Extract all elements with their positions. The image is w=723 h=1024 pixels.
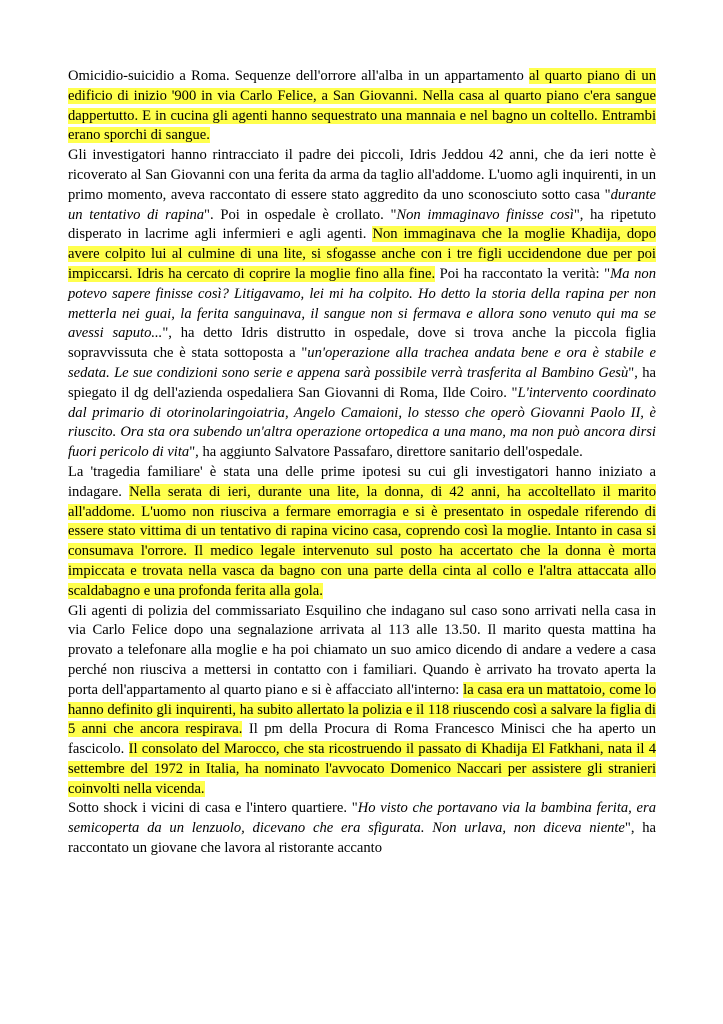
- body-text: Sotto shock i vicini di casa e l'intero quartiere. ": [68, 800, 358, 817]
- paragraph: [68, 799, 656, 858]
- body-text: Omicidio-suicidio a Roma. Sequenze dell'orrore all'alba in un appartamento: [68, 68, 529, 84]
- paragraph: [68, 602, 656, 800]
- quoted-text: durante un tentativo di rapina: [68, 186, 656, 223]
- body-text: ", ha ripetuto disperato in lacrime agli infermieri e agli agenti.: [68, 206, 656, 243]
- body-text: ". Poi in ospedale è crollato. ": [204, 206, 397, 223]
- body-text: La 'tragedia familiare' è stata una delle prime ipotesi su cui gli investigatori hanno iniziato a indagare.: [68, 463, 656, 500]
- highlighted-text: la casa era un mattatoio, come lo hanno definito gli inquirenti, ha subito allertato la polizia e il 118 riuscendo così a salvare la figlia di 5 anni che ancora respirava.: [68, 681, 656, 738]
- article-body: [68, 67, 656, 859]
- body-text: ", ha aggiunto Salvatore Passafaro, direttore sanitario dell'ospedale.: [189, 444, 583, 461]
- body-text: ", ha detto Idris distrutto in ospedale, dove si trova anche la piccola figlia sopravvissuta che è stata sottoposta a ": [68, 325, 656, 362]
- paragraph: [68, 67, 656, 146]
- quoted-text: Non immaginavo finisse così: [396, 206, 574, 223]
- highlighted-text: Non immaginava che la moglie Khadija, dopo avere colpito lui al culmine di una lite, si sfogasse anche con i tre figli uccidendone due per poi impiccarsi. Idris ha cercato di coprire la moglie fino alla fine.: [68, 226, 657, 282]
- body-text: Il pm della Procura di Roma Francesco Minisci che ha aperto un fascicolo.: [68, 721, 656, 758]
- highlighted-text: Nella serata di ieri, durante una lite, la donna, di 42 anni, ha accoltellato il marito all'addome. L'uomo non riusciva a fermare emorragia e si è presentato in ospedale riferendo di essere stato vittima di un tentativo di rapina vicino casa, coprendo così la moglie. Intanto in casa si consumava l'orrore. Il medico legale intervenuto sul posto ha accertato che la donna è morta impiccata e trovata nella vasca da bagno con una parte della cinta al collo e l'altra attaccata allo scaldabagno e una profonda ferita alla gola.: [68, 483, 656, 599]
- highlighted-text: al quarto piano di un edificio di inizio '900 in via Carlo Felice, a San Giovanni. Nella casa al quarto piano c'era sangue dappertutto. E in cucina gli agenti hanno sequestrato una mannaia e nel bagno un coltello. Entrambi erano sporchi di sangue.: [68, 68, 657, 144]
- body-text: ", ha spiegato il dg dell'azienda ospedaliera San Giovanni di Roma, Ilde Coiro. ": [68, 364, 656, 401]
- quoted-text: Ho visto che portavano via la bambina ferita, era semicoperta da un lenzuolo, dicevano che era sfigurata. Non urlava, non diceva niente: [68, 800, 656, 837]
- highlighted-text: Il consolato del Marocco, che sta ricostruendo il passato di Khadija El Fatkhani, nata il 4 settembre del 1972 in Italia, ha nominato l'avvocato Domenico Naccari per assistere gli stranieri coinvolti nella vicenda.: [68, 741, 656, 797]
- body-text: Gli investigatori hanno rintracciato il padre dei piccoli, Idris Jeddou 42 anni, che da ieri notte è ricoverato al San Giovanni con una ferita da arma da taglio all'addome. L'uomo agli inquirenti, in un primo momento, aveva raccontato di essere stato aggredito da uno sconosciuto sotto casa ": [68, 147, 656, 203]
- quoted-text: L'intervento coordinato dal primario di otorinolaringoiatria, Angelo Camaioni, lo stesso che operò Giovanni Paolo II, è riuscito. Ora sta ora subendo un'altra operazione ortopedica a una mano, ma non può ancora dirsi fuori pericolo di vita: [68, 384, 656, 461]
- body-text: Gli agenti di polizia del commissariato Esquilino che indagano sul caso sono arrivati nella casa in via Carlo Felice dopo una segnalazione arrivata al 113 alle 13.50. Il marito questa mattina ha provato a telefonare alla moglie e ha poi chiamato un suo amico dicendo di andare a vedere a casa perché non riusciva a mettersi in contatto con i familiari. Quando è arrivato ha trovato aperta la porta dell'appartamento al quarto piano e si è affacciato all'interno:: [68, 602, 656, 698]
- paragraph: [68, 146, 656, 463]
- body-text: Poi ha raccontato la verità: ": [435, 265, 611, 282]
- quoted-text: Ma non potevo sapere finisse così? Litigavamo, lei mi ha colpito. Ho detto la storia della rapina per non metterla nei guai, la ferita sanguinava, il sangue non si fermava e allora sono venuto qui ma se avessi saputo...: [68, 265, 656, 342]
- quoted-text: un'operazione alla trachea andata bene e ora è stabile e sedata. Le sue condizioni sono serie e appena sarà possibile verrà trasferita al Bambino Gesù: [68, 345, 656, 381]
- body-text: ", ha raccontato un giovane che lavora al ristorante accanto: [68, 820, 656, 857]
- paragraph: [68, 463, 656, 602]
